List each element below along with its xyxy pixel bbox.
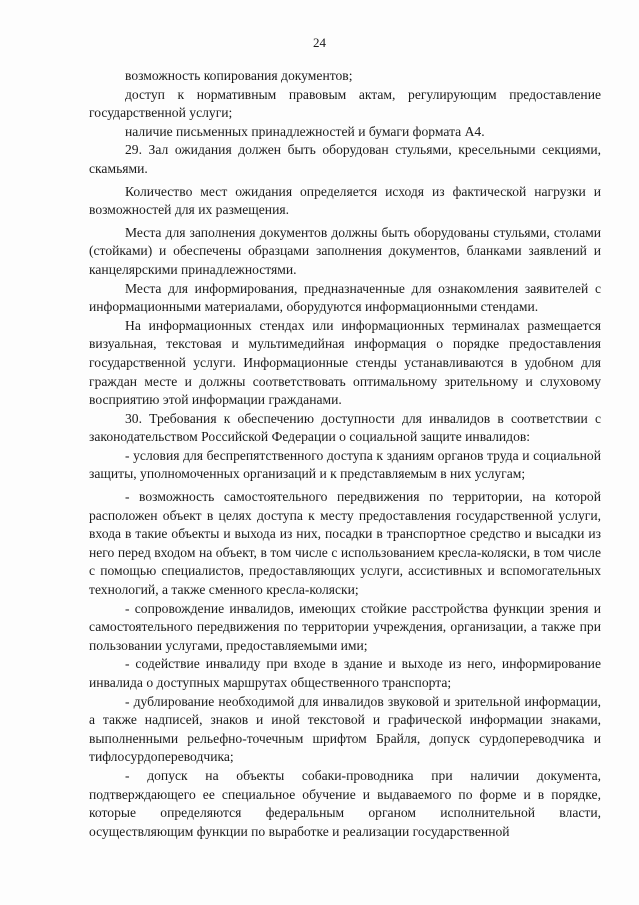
list-item: - допуск на объекты собаки-проводника при наличии документа, подтверждающего ее специальное обучение и выдаваемого по форме и в порядке, которые определяются федеральным органом исполнительной власти, осуществляющим функции по выработке и реализации государственной [89, 767, 601, 839]
document-body [89, 67, 601, 841]
list-item: - сопровождение инвалидов, имеющих стойкие расстройства функции зрения и самостоятельного передвижения по территории учреждения, организации, а также при пользовании услугами, предоставляемыми ими; [89, 600, 601, 653]
page-number: 24 [313, 35, 326, 50]
paragraph: На информационных стендах или информационных терминалах размещается визуальная, текстовая и мультимедийная информация о порядке предоставления государственной услуги. Информационные стенды устанавливаются в удобном для граждан месте и должны соответствовать оптимальному зрительному и слуховому восприятию этой информации гражданами. [89, 317, 601, 408]
paragraph: возможность копирования документов; [125, 68, 353, 83]
paragraph: 29. Зал ожидания должен быть оборудован стульями, кресельными секциями, скамьями. [89, 142, 601, 176]
list-item: - условия для беспрепятственного доступа к зданиям органов труда и социальной защиты, уполномоченных организаций и к представляемым в них услугам; [89, 447, 601, 482]
list-item: - дублирование необходимой для инвалидов звуковой и зрительной информации, а также надписей, знаков и иной текстовой и графической информации знаками, выполненными рельефно-точечным шрифтом Брайля, допуск сурдопереводчика и тифлосурдопереводчика; [89, 693, 601, 765]
paragraph: наличие письменных принадлежностей и бумаги формата А4. [125, 123, 485, 139]
paragraph: Места для заполнения документов должны быть оборудованы стульями, столами (стойками) и обеспечены образцами заполнения документов, бланками заявлений и канцелярскими принадлежностями. [89, 224, 601, 277]
list-item: - содействие инвалиду при входе в здание и выходе из него, информирование инвалида о доступных маршрутах общественного транспорта; [89, 656, 601, 690]
paragraph: 30. Требования к обеспечению доступности для инвалидов в соответствии с законодательством Российской Федерации о социальной защите инвалидов: [89, 410, 601, 445]
paragraph: Места для информирования, предназначенные для ознакомления заявителей с информационными материалами, оборудуются информационными стендами. [89, 280, 601, 315]
paragraph: доступ к нормативным правовым актам, регулирующим предоставление государственной услуги; [89, 86, 601, 121]
list-item: - возможность самостоятельного передвижения по территории, на которой расположен объект в целях доступа к месту предоставления государственной услуги, входа в такие объекты и выхода из них, посадки в транспортное средство и высадки из него перед входом на объект, в том числе с использованием кресла-коляски, в том числе с помощью специалистов, предоставляющих услуги, ассистивных и вспомогательных технологий, а также сменного кресла-коляски; [89, 489, 601, 598]
paragraph: Количество мест ожидания определяется исходя из фактической нагрузки и возможностей для их размещения. [89, 183, 601, 218]
